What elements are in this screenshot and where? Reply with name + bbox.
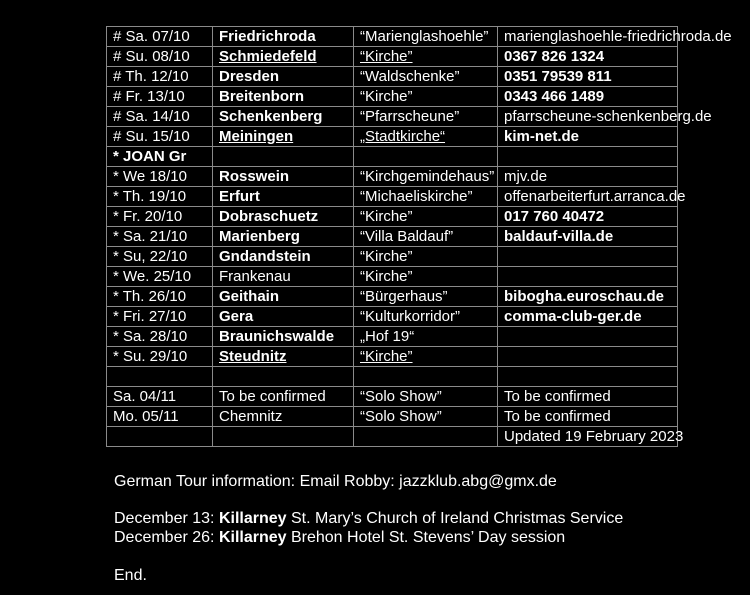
row-date: * We. 25/10 (107, 267, 213, 287)
table-row (107, 27, 678, 47)
row-town (213, 367, 354, 387)
row-info: 0343 466 1489 (498, 87, 678, 107)
row-info: Updated 19 February 2023 (498, 427, 678, 447)
row-info: kim-net.de (498, 127, 678, 147)
row-date: # Fr. 13/10 (107, 87, 213, 107)
event-dec-13 (114, 509, 623, 528)
contact-prefix: German Tour information: Email Robby: (114, 473, 400, 490)
row-venue: “Solo Show” (354, 407, 498, 427)
row-date (107, 367, 213, 387)
table-row (107, 227, 678, 247)
row-town: Meiningen (213, 127, 354, 147)
tour-table (106, 26, 732, 447)
row-venue: “Bürgerhaus” (354, 287, 498, 307)
row-info: bibogha.euroschau.de (498, 287, 678, 307)
row-town: Frankenau (213, 267, 354, 287)
row-info: 0351 79539 811 (498, 67, 678, 87)
row-venue: “Kirche” (354, 247, 498, 267)
row-date: # Su. 15/10 (107, 127, 213, 147)
end-text: End. (114, 567, 147, 584)
row-venue: “Kirche” (354, 347, 498, 367)
row-venue (354, 147, 498, 167)
event-dec-26 (114, 528, 565, 547)
table-row (107, 367, 678, 387)
row-town: Braunichswalde (213, 327, 354, 347)
event-place: Killarney (218, 510, 287, 527)
table-row (107, 207, 678, 227)
event-place: Killarney (218, 529, 287, 546)
row-date: * Su, 22/10 (107, 247, 213, 267)
row-info (498, 247, 678, 267)
table-row (107, 187, 678, 207)
table-row (107, 267, 678, 287)
row-venue: “Kirche” (354, 207, 498, 227)
table-row (107, 147, 678, 167)
row-venue: “Kirche” (354, 267, 498, 287)
table-row (107, 107, 678, 127)
tour-table-body (107, 27, 732, 447)
row-date: * Su. 29/10 (107, 347, 213, 367)
row-date: * JOAN Gr (107, 147, 213, 167)
row-info: comma-club-ger.de (498, 307, 678, 327)
row-venue (354, 427, 498, 447)
event-details: Brehon Hotel St. Stevens’ Day session (286, 529, 566, 546)
row-town: Dobraschuetz (213, 207, 354, 227)
row-venue (354, 367, 498, 387)
row-info (498, 267, 678, 287)
row-town: Gndandstein (213, 247, 354, 267)
tour-contact (114, 472, 557, 491)
row-venue: “Solo Show” (354, 387, 498, 407)
row-venue: “Kirche” (354, 87, 498, 107)
row-info: marienglashoehle-friedrichroda.de (498, 27, 678, 47)
row-town: Erfurt (213, 187, 354, 207)
row-town: Marienberg (213, 227, 354, 247)
row-town: Steudnitz (213, 347, 354, 367)
row-date: * Fr. 20/10 (107, 207, 213, 227)
row-info: 017 760 40472 (498, 207, 678, 227)
row-venue: “Kulturkorridor” (354, 307, 498, 327)
row-venue: “Marienglashoehle” (354, 27, 498, 47)
row-date: # Su. 08/10 (107, 47, 213, 67)
row-date: Sa. 04/11 (107, 387, 213, 407)
event-date: December 26: (114, 529, 219, 546)
row-venue: “Kirche” (354, 47, 498, 67)
row-town: Friedrichroda (213, 27, 354, 47)
row-info: baldauf-villa.de (498, 227, 678, 247)
table-row (107, 287, 678, 307)
table-row (107, 387, 678, 407)
row-date: * Sa. 28/10 (107, 327, 213, 347)
row-town (213, 147, 354, 167)
row-venue: „Hof 19“ (354, 327, 498, 347)
row-info: pfarrscheune-schenkenberg.de (498, 107, 678, 127)
row-date: # Sa. 07/10 (107, 27, 213, 47)
row-town: Rosswein (213, 167, 354, 187)
contact-email[interactable]: jazzklub.abg@gmx.de (399, 473, 557, 490)
table-row (107, 87, 678, 107)
row-date: Mo. 05/11 (107, 407, 213, 427)
row-info: mjv.de (498, 167, 678, 187)
row-info (498, 327, 678, 347)
row-venue: “Pfarrscheune” (354, 107, 498, 127)
row-info: To be confirmed (498, 387, 678, 407)
row-info: To be confirmed (498, 407, 678, 427)
row-town: To be confirmed (213, 387, 354, 407)
row-info (498, 147, 678, 167)
row-town (213, 427, 354, 447)
row-venue: „Stadtkirche“ (354, 127, 498, 147)
row-town: Chemnitz (213, 407, 354, 427)
row-venue: “Villa Baldauf” (354, 227, 498, 247)
row-date: * We 18/10 (107, 167, 213, 187)
row-venue: “Waldschenke” (354, 67, 498, 87)
row-date: * Sa. 21/10 (107, 227, 213, 247)
table-row (107, 47, 678, 67)
row-info (498, 367, 678, 387)
table-row (107, 307, 678, 327)
table-row (107, 407, 678, 427)
row-town: Gera (213, 307, 354, 327)
row-venue: “Kirchgemindehaus” (354, 167, 498, 187)
row-venue: “Michaeliskirche” (354, 187, 498, 207)
table-row (107, 327, 678, 347)
row-info (498, 347, 678, 367)
row-date: * Fri. 27/10 (107, 307, 213, 327)
row-town: Schmiedefeld (213, 47, 354, 67)
row-town: Geithain (213, 287, 354, 307)
row-town: Schenkenberg (213, 107, 354, 127)
row-date: # Th. 12/10 (107, 67, 213, 87)
table-row (107, 167, 678, 187)
row-date: * Th. 19/10 (107, 187, 213, 207)
table-row (107, 427, 678, 447)
event-date: December 13: (114, 510, 219, 527)
row-date (107, 427, 213, 447)
event-details: St. Mary’s Church of Ireland Christmas Service (286, 510, 624, 527)
table-row (107, 67, 678, 87)
row-date: * Th. 26/10 (107, 287, 213, 307)
row-info: offenarbeiterfurt.arranca.de (498, 187, 678, 207)
row-date: # Sa. 14/10 (107, 107, 213, 127)
table-row (107, 247, 678, 267)
row-town: Breitenborn (213, 87, 354, 107)
table-row (107, 127, 678, 147)
row-info: 0367 826 1324 (498, 47, 678, 67)
table-row (107, 347, 678, 367)
row-town: Dresden (213, 67, 354, 87)
